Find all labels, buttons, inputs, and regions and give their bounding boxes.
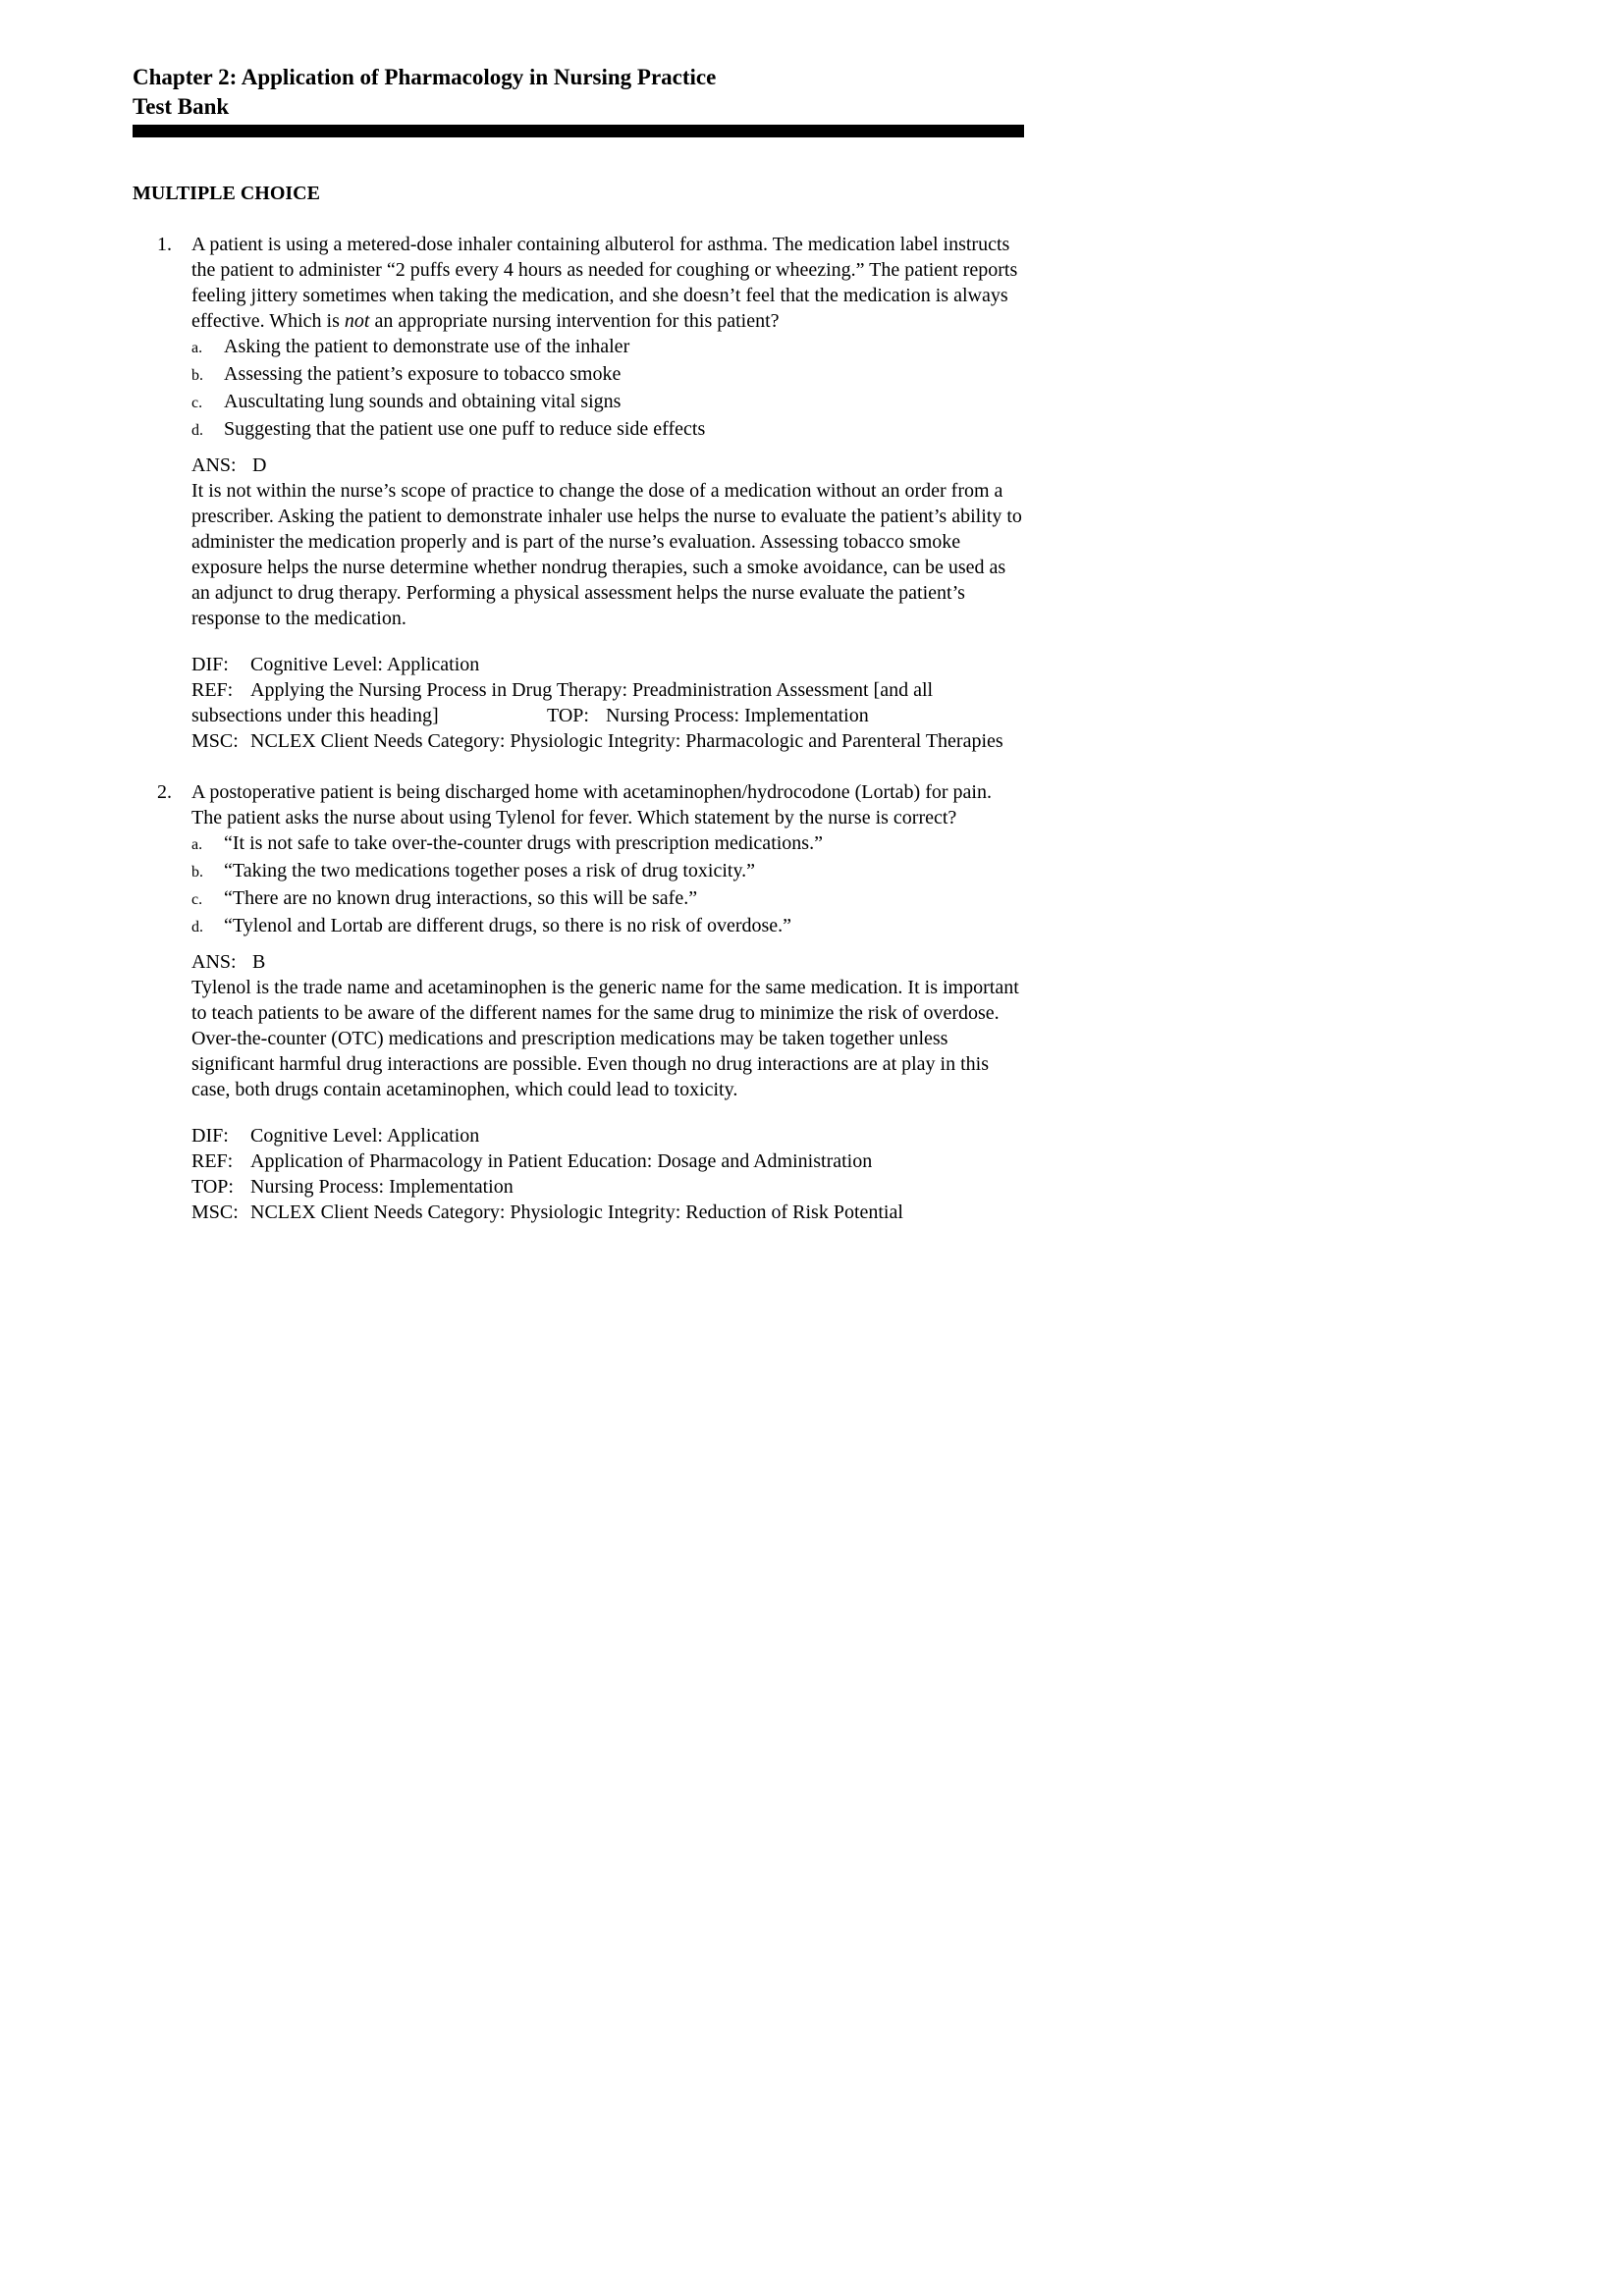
meta-msc-line bbox=[191, 728, 1024, 754]
top-label: TOP: bbox=[547, 705, 589, 726]
answer-label: ANS: bbox=[191, 454, 237, 476]
option-b bbox=[191, 858, 1024, 885]
meta-ref-top-line bbox=[191, 703, 1024, 728]
option-letter: b. bbox=[191, 367, 203, 384]
option-a bbox=[191, 830, 1024, 858]
option-c bbox=[191, 389, 1024, 416]
option-letter: b. bbox=[191, 864, 203, 881]
answer-line bbox=[191, 949, 1024, 975]
option-text: Suggesting that the patient use one puff to reduce side effects bbox=[224, 418, 706, 440]
stem-text: A patient is using a metered-dose inhaler containing albuterol for asthma. The medication label instructs the patient to administer “2 puffs every 4 hours as needed for coughing or wheezing.” The patient reports feeling jittery sometimes when taking the medication, and she doesn’t feel that the medication is always effective. Which is bbox=[191, 234, 1018, 332]
document-content bbox=[133, 63, 1024, 1225]
answer-value: B bbox=[252, 951, 266, 973]
option-letter: a. bbox=[191, 340, 203, 356]
section-heading: MULTIPLE CHOICE bbox=[133, 183, 320, 204]
ref-label: REF: bbox=[191, 1150, 234, 1172]
option-letter: c. bbox=[191, 395, 203, 411]
option-d bbox=[191, 416, 1024, 444]
msc-label: MSC: bbox=[191, 1201, 239, 1223]
meta-ref-line bbox=[191, 1148, 1024, 1174]
ref-label: REF: bbox=[191, 679, 234, 701]
question-body bbox=[191, 779, 1024, 1225]
option-text: “It is not safe to take over-the-counter drugs with prescription medications.” bbox=[224, 832, 823, 854]
meta-top-line bbox=[191, 1174, 1024, 1200]
ref-value: Applying the Nursing Process in Drug Therapy: Preadministration Assessment [and all bbox=[250, 679, 934, 701]
ref-value: Application of Pharmacology in Patient Education: Dosage and Administration bbox=[250, 1150, 873, 1172]
stem-italic-word: not bbox=[344, 310, 370, 332]
question-2 bbox=[133, 779, 1024, 1225]
answer-label: ANS: bbox=[191, 951, 237, 973]
answer-line bbox=[191, 453, 1024, 478]
meta-msc-line bbox=[191, 1200, 1024, 1225]
dif-label: DIF: bbox=[191, 1125, 229, 1147]
meta-ref-line bbox=[191, 677, 1024, 703]
msc-label: MSC: bbox=[191, 730, 239, 752]
rationale-text: Tylenol is the trade name and acetaminophen is the generic name for the same medication. It is important to teach patients to be aware of the different names for the same drug to minimize the risk of overdose. Over-the-counter (OTC) medications and prescription medications may be taken together unless significant harmful drug interactions are possible. Even though no drug interactions are at play in this case, both drugs contain acetaminophen, which could lead to toxicity. bbox=[191, 977, 1019, 1100]
dif-value: Cognitive Level: Application bbox=[250, 1125, 480, 1147]
option-text: Assessing the patient’s exposure to tobacco smoke bbox=[224, 363, 622, 385]
question-body bbox=[191, 232, 1024, 754]
option-letter: c. bbox=[191, 891, 203, 908]
question-number: 1. bbox=[157, 234, 172, 255]
stem-text: an appropriate nursing intervention for this patient? bbox=[369, 310, 780, 332]
page-title: Chapter 2: Application of Pharmacology in Nursing Practice bbox=[133, 65, 717, 89]
option-letter: d. bbox=[191, 422, 203, 439]
option-letter: d. bbox=[191, 919, 203, 935]
answer-value: D bbox=[252, 454, 267, 476]
header-rule bbox=[133, 125, 1024, 137]
option-text: “Taking the two medications together poses a risk of drug toxicity.” bbox=[224, 860, 756, 881]
top-label: TOP: bbox=[191, 1176, 234, 1198]
question-number: 2. bbox=[157, 781, 172, 803]
question-1 bbox=[133, 232, 1024, 754]
option-text: “There are no known drug interactions, so this will be safe.” bbox=[224, 887, 698, 909]
document-header bbox=[133, 63, 1024, 137]
option-b bbox=[191, 361, 1024, 389]
meta-dif-line bbox=[191, 1123, 1024, 1148]
question-stem bbox=[191, 232, 1024, 334]
meta-block bbox=[191, 1123, 1024, 1225]
dif-value: Cognitive Level: Application bbox=[250, 654, 480, 675]
top-value: Nursing Process: Implementation bbox=[606, 705, 869, 726]
option-c bbox=[191, 885, 1024, 913]
msc-value: NCLEX Client Needs Category: Physiologic Integrity: Pharmacologic and Parenteral Therapies bbox=[250, 730, 1003, 752]
options-list bbox=[191, 334, 1024, 444]
rationale-text: It is not within the nurse’s scope of practice to change the dose of a medication without an order from a prescriber. Asking the patient to demonstrate inhaler use helps the nurse to evaluate the patient’s ability to administer the medication properly and is part of the nurse’s evaluation. Assessing tobacco smoke exposure helps the nurse determine whether nondrug therapies, such a smoke avoidance, can be used as an adjunct to drug therapy. Performing a physical assessment helps the nurse evaluate the patient’s response to the medication. bbox=[191, 480, 1022, 629]
meta-dif-line bbox=[191, 652, 1024, 677]
dif-label: DIF: bbox=[191, 654, 229, 675]
option-text: “Tylenol and Lortab are different drugs, so there is no risk of overdose.” bbox=[224, 915, 792, 936]
page-subtitle: Test Bank bbox=[133, 94, 230, 119]
option-text: Asking the patient to demonstrate use of the inhaler bbox=[224, 336, 630, 357]
meta-block bbox=[191, 652, 1024, 754]
top-value: Nursing Process: Implementation bbox=[250, 1176, 514, 1198]
option-letter: a. bbox=[191, 836, 203, 853]
option-d bbox=[191, 913, 1024, 940]
question-stem: A postoperative patient is being discharged home with acetaminophen/hydrocodone (Lortab) for pain. The patient asks the nurse about using Tylenol for fever. Which statement by the nurse is correct? bbox=[191, 781, 992, 828]
msc-value: NCLEX Client Needs Category: Physiologic Integrity: Reduction of Risk Potential bbox=[250, 1201, 903, 1223]
options-list bbox=[191, 830, 1024, 940]
option-a bbox=[191, 334, 1024, 361]
option-text: Auscultating lung sounds and obtaining vital signs bbox=[224, 391, 622, 412]
ref-value-continued: subsections under this heading] bbox=[191, 705, 439, 726]
